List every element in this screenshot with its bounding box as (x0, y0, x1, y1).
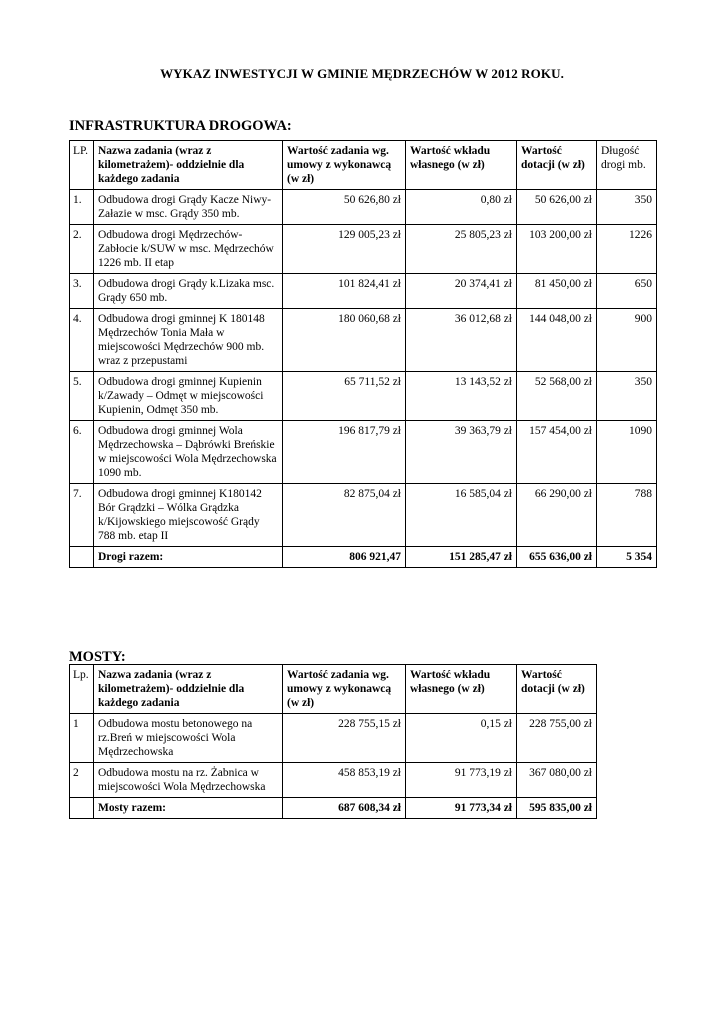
own-contribution-header: Wartość wkładu własnego (w zł) (406, 665, 517, 714)
name-header: Nazwa zadania (wraz z kilometrażem)- oddzielnie dla każdego zadania (94, 665, 283, 714)
subsidy-cell: 52 568,00 zł (517, 372, 597, 421)
total-subsidy: 595 835,00 zł (517, 798, 597, 819)
row-number: 1. (70, 190, 94, 225)
row-number: 5. (70, 372, 94, 421)
subsidy-cell: 157 454,00 zł (517, 421, 597, 484)
contract-value-cell: 50 626,80 zł (283, 190, 406, 225)
lp-header: Lp. (70, 665, 94, 714)
row-number: 2. (70, 225, 94, 274)
subsidy-cell: 66 290,00 zł (517, 484, 597, 547)
task-name: Odbudowa drogi gminnej Wola Mędrzechowska – Dąbrówki Breńskie w miejscowości Wola Mędrzechowska 1090 mb. (94, 421, 283, 484)
table-row (70, 274, 657, 309)
length-cell: 650 (597, 274, 657, 309)
roads-table (69, 140, 657, 568)
contract-value-cell: 129 005,23 zł (283, 225, 406, 274)
table-row (70, 372, 657, 421)
length-cell: 788 (597, 484, 657, 547)
bridges-table (69, 664, 597, 819)
table-row (70, 484, 657, 547)
own-contribution-cell: 25 805,23 zł (406, 225, 517, 274)
contract-value-cell: 196 817,79 zł (283, 421, 406, 484)
contract-value-cell: 180 060,68 zł (283, 309, 406, 372)
subsidy-cell: 367 080,00 zł (517, 763, 597, 798)
total-label: Mosty razem: (94, 798, 283, 819)
task-name: Odbudowa drogi Grądy k.Lizaka msc. Grądy 650 mb. (94, 274, 283, 309)
total-lp-empty (70, 798, 94, 819)
table-row (70, 714, 597, 763)
subsidy-cell: 50 626,00 zł (517, 190, 597, 225)
bridges-section-heading: MOSTY: (69, 649, 126, 665)
total-length: 5 354 (597, 547, 657, 568)
row-number: 6. (70, 421, 94, 484)
contract-value-cell: 458 853,19 zł (283, 763, 406, 798)
subsidy-cell: 103 200,00 zł (517, 225, 597, 274)
total-subsidy: 655 636,00 zł (517, 547, 597, 568)
table-row (70, 225, 657, 274)
roads-section-heading: INFRASTRUKTURA DROGOWA: (69, 118, 292, 134)
subsidy-header: Wartość dotacji (w zł) (517, 141, 597, 190)
subsidy-cell: 228 755,00 zł (517, 714, 597, 763)
task-name: Odbudowa drogi Mędrzechów-Zabłocie k/SUW w msc. Mędrzechów 1226 mb. II etap (94, 225, 283, 274)
total-contract-value: 806 921,47 (283, 547, 406, 568)
contract-value-cell: 65 711,52 zł (283, 372, 406, 421)
own-contribution-cell: 20 374,41 zł (406, 274, 517, 309)
own-contribution-header: Wartość wkładu własnego (w zł) (406, 141, 517, 190)
length-cell: 350 (597, 190, 657, 225)
row-number: 4. (70, 309, 94, 372)
contract-value-cell: 228 755,15 zł (283, 714, 406, 763)
own-contribution-cell: 13 143,52 zł (406, 372, 517, 421)
contract-value-header: Wartość zadania wg. umowy z wykonawcą (w zł) (283, 141, 406, 190)
length-cell: 1226 (597, 225, 657, 274)
document-title: WYKAZ INWESTYCJI W GMINIE MĘDRZECHÓW W 2012 ROKU. (160, 66, 564, 81)
own-contribution-cell: 36 012,68 zł (406, 309, 517, 372)
contract-value-header: Wartość zadania wg. umowy z wykonawcą (w zł) (283, 665, 406, 714)
length-cell: 350 (597, 372, 657, 421)
total-lp-empty (70, 547, 94, 568)
row-number: 3. (70, 274, 94, 309)
own-contribution-cell: 16 585,04 zł (406, 484, 517, 547)
total-row (70, 547, 657, 568)
total-own-contribution: 151 285,47 zł (406, 547, 517, 568)
task-name: Odbudowa drogi gminnej K 180148 Mędrzechów Tonia Mała w miejscowości Mędrzechów 900 mb. wraz z przepustami (94, 309, 283, 372)
total-label: Drogi razem: (94, 547, 283, 568)
table-row (70, 309, 657, 372)
total-own-contribution: 91 773,34 zł (406, 798, 517, 819)
length-cell: 900 (597, 309, 657, 372)
length-header: Długość drogi mb. (597, 141, 657, 190)
subsidy-cell: 144 048,00 zł (517, 309, 597, 372)
contract-value-cell: 82 875,04 zł (283, 484, 406, 547)
table-row (70, 763, 597, 798)
bridges-header-row (70, 665, 597, 714)
own-contribution-cell: 39 363,79 zł (406, 421, 517, 484)
task-name: Odbudowa mostu na rz. Żabnica w miejscowości Wola Mędrzechowska (94, 763, 283, 798)
contract-value-cell: 101 824,41 zł (283, 274, 406, 309)
total-row (70, 798, 597, 819)
subsidy-cell: 81 450,00 zł (517, 274, 597, 309)
name-header: Nazwa zadania (wraz z kilometrażem)- oddzielnie dla każdego zadania (94, 141, 283, 190)
own-contribution-cell: 91 773,19 zł (406, 763, 517, 798)
row-number: 7. (70, 484, 94, 547)
task-name: Odbudowa drogi gminnej Kupienin k/Zawady – Odmęt w miejscowości Kupienin, Odmęt 350 mb. (94, 372, 283, 421)
table-row (70, 190, 657, 225)
subsidy-header: Wartość dotacji (w zł) (517, 665, 597, 714)
task-name: Odbudowa drogi gminnej K180142 Bór Grądzki – Wólka Grądzka k/Kijowskiego miejscowość Grądy 788 mb. etap II (94, 484, 283, 547)
row-number: 2 (70, 763, 94, 798)
own-contribution-cell: 0,15 zł (406, 714, 517, 763)
total-contract-value: 687 608,34 zł (283, 798, 406, 819)
roads-header-row (70, 141, 657, 190)
own-contribution-cell: 0,80 zł (406, 190, 517, 225)
lp-header: LP. (70, 141, 94, 190)
task-name: Odbudowa mostu betonowego na rz.Breń w miejscowości Wola Mędrzechowska (94, 714, 283, 763)
length-cell: 1090 (597, 421, 657, 484)
row-number: 1 (70, 714, 94, 763)
table-row (70, 421, 657, 484)
task-name: Odbudowa drogi Grądy Kacze Niwy- Załazie w msc. Grądy 350 mb. (94, 190, 283, 225)
